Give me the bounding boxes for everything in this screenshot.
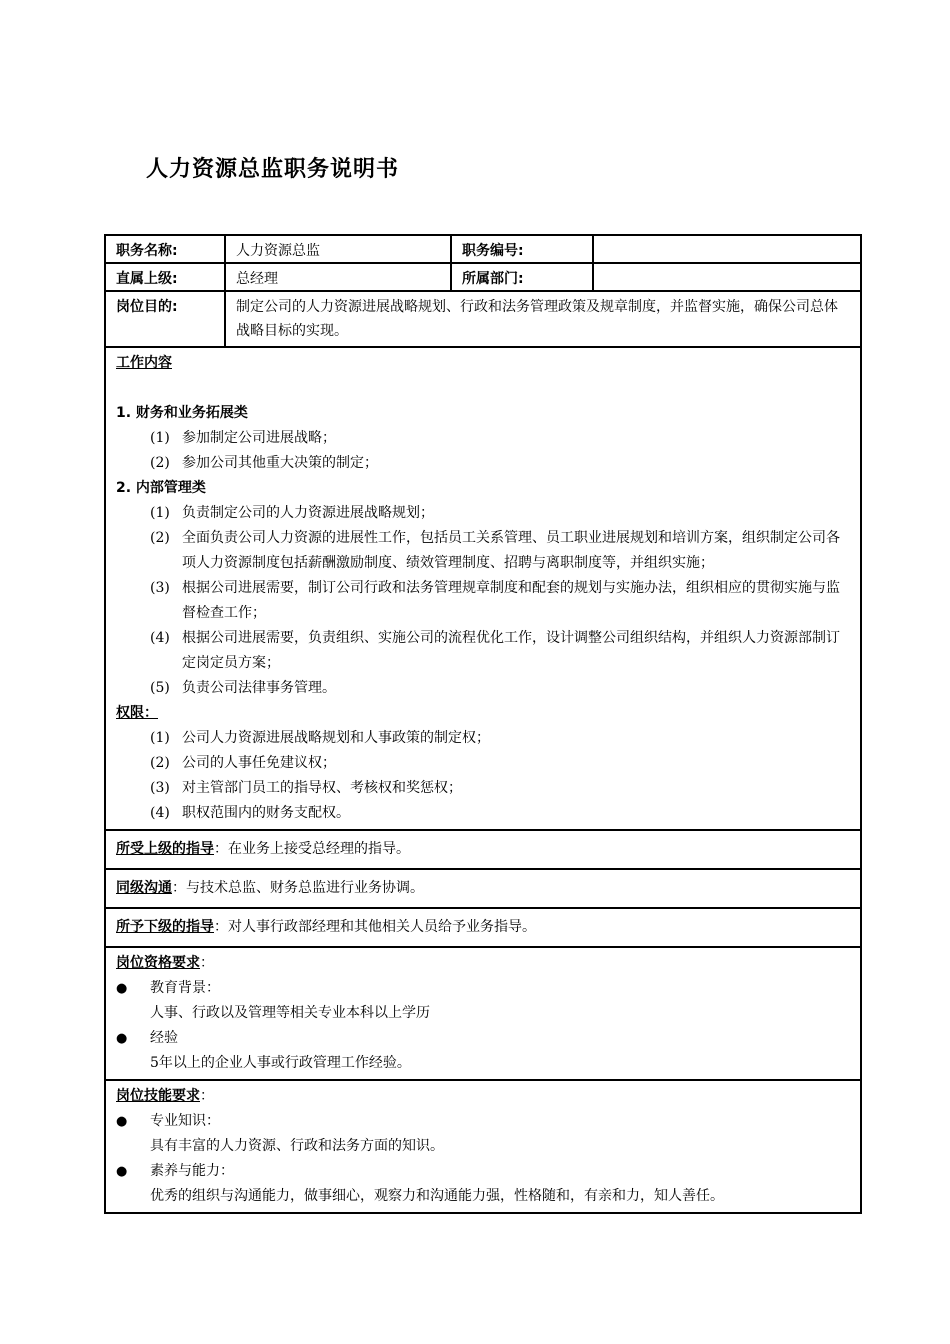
row-qualification xyxy=(106,948,860,1081)
item-number: (5) xyxy=(150,680,170,696)
ability-label: 素养与能力： xyxy=(150,1163,234,1179)
job-description-table xyxy=(104,234,862,1214)
item-text: 全面负责公司人力资源的进展性工作，包括员工关系管理、员工职业进展规划和培训方案，组织制定公司各项人力资源制度包括薪酬激励制度、绩效管理制度、招聘与离职制度等，并组织实施； xyxy=(182,530,840,571)
ability-text: 优秀的组织与沟通能力，做事细心，观察力和沟通能力强，性格随和，有亲和力，知人善任。 xyxy=(150,1188,724,1204)
superior-guidance xyxy=(106,831,860,868)
internal-items xyxy=(116,501,850,701)
list-item xyxy=(116,526,850,576)
item-text: 对主管部门员工的指导权、考核权和奖惩权； xyxy=(182,780,462,796)
qualification-section xyxy=(106,948,860,1079)
row-subordinate-guidance xyxy=(106,909,860,948)
job-name-value: 人力资源总监 xyxy=(226,236,452,262)
page-title: 人力资源总监职务说明书 xyxy=(146,157,400,182)
item-number: (3) xyxy=(150,580,170,596)
superior-value: 总经理 xyxy=(226,264,452,290)
item-number: (1) xyxy=(150,730,170,746)
row-skills xyxy=(106,1081,860,1212)
peer-communication-label: 同级沟通 xyxy=(116,880,172,896)
row-peer-communication xyxy=(106,870,860,909)
list-item xyxy=(116,576,850,626)
bullet-icon: ● xyxy=(116,1164,128,1179)
job-code-label: 职务编号: xyxy=(452,236,594,262)
subordinate-guidance xyxy=(106,909,860,946)
list-item xyxy=(116,676,850,701)
education-label: 教育背景： xyxy=(150,980,220,996)
knowledge-label: 专业知识： xyxy=(150,1113,220,1129)
authority-items xyxy=(116,726,850,826)
row-work-content xyxy=(106,348,860,831)
list-item xyxy=(116,726,850,751)
purpose-label: 岗位目的: xyxy=(106,292,226,346)
finance-items xyxy=(116,426,850,476)
spacer xyxy=(116,376,850,401)
item-number: (4) xyxy=(150,805,170,821)
experience-label: 经验 xyxy=(150,1030,178,1046)
item-number: (4) xyxy=(150,630,170,646)
item-number: (1) xyxy=(150,505,170,521)
knowledge-bullet xyxy=(116,1109,850,1134)
item-text: 根据公司进展需要，制订公司行政和法务管理规章制度和配套的规划与实施办法，组织相应的贯彻实施与监督检查工作； xyxy=(182,580,840,621)
education-bullet xyxy=(116,976,850,1001)
superior-label: 直属上级: xyxy=(106,264,226,290)
item-text: 参加公司其他重大决策的制定； xyxy=(182,455,378,471)
row-purpose xyxy=(106,292,860,348)
authority-heading: 权限： xyxy=(116,705,158,721)
list-item xyxy=(116,451,850,476)
skills-colon: ： xyxy=(200,1088,214,1104)
item-text: 职权范围内的财务支配权。 xyxy=(182,805,350,821)
experience-bullet xyxy=(116,1026,850,1051)
row-superior-guidance xyxy=(106,831,860,870)
subordinate-guidance-label: 所予下级的指导 xyxy=(116,919,214,935)
list-item xyxy=(116,426,850,451)
qualification-colon: ： xyxy=(200,955,214,971)
peer-communication-text: ：与技术总监、财务总监进行业务协调。 xyxy=(172,880,424,896)
job-code-value xyxy=(594,236,860,262)
item-number: (2) xyxy=(150,455,170,471)
row-superior xyxy=(106,264,860,292)
list-item xyxy=(116,751,850,776)
bullet-icon: ● xyxy=(116,981,128,996)
section-finance: 1. 财务和业务拓展类 xyxy=(116,405,248,421)
work-content-section xyxy=(106,348,860,829)
item-text: 公司的人事任免建议权； xyxy=(182,755,336,771)
job-name-label: 职务名称: xyxy=(106,236,226,262)
superior-guidance-text: ：在业务上接受总经理的指导。 xyxy=(214,841,410,857)
ability-bullet xyxy=(116,1159,850,1184)
dept-label: 所属部门: xyxy=(452,264,594,290)
list-item xyxy=(116,776,850,801)
item-number: (2) xyxy=(150,530,170,546)
knowledge-text: 具有丰富的人力资源、行政和法务方面的知识。 xyxy=(150,1138,444,1154)
item-number: (3) xyxy=(150,780,170,796)
purpose-value: 制定公司的人力资源进展战略规划、行政和法务管理政策及规章制度，并监督实施，确保公司总体战略目标的实现。 xyxy=(236,299,838,339)
subordinate-guidance-text: ：对人事行政部经理和其他相关人员给予业务指导。 xyxy=(214,919,536,935)
experience-text: 5年以上的企业人事或行政管理工作经验。 xyxy=(150,1055,411,1071)
row-job-name xyxy=(106,236,860,264)
bullet-icon: ● xyxy=(116,1031,128,1046)
qualification-heading: 岗位资格要求 xyxy=(116,955,200,971)
list-item xyxy=(116,801,850,826)
list-item xyxy=(116,626,850,676)
list-item xyxy=(116,501,850,526)
superior-guidance-label: 所受上级的指导 xyxy=(116,841,214,857)
dept-value xyxy=(594,264,860,290)
item-number: (2) xyxy=(150,755,170,771)
skills-section xyxy=(106,1081,860,1212)
section-internal: 2. 内部管理类 xyxy=(116,480,206,496)
bullet-icon: ● xyxy=(116,1114,128,1129)
item-text: 负责制定公司的人力资源进展战略规划； xyxy=(182,505,434,521)
skills-heading: 岗位技能要求 xyxy=(116,1088,200,1104)
peer-communication xyxy=(106,870,860,907)
item-text: 参加制定公司进展战略； xyxy=(182,430,336,446)
work-content-heading: 工作内容 xyxy=(116,355,172,371)
item-text: 负责公司法律事务管理。 xyxy=(182,680,336,696)
item-text: 公司人力资源进展战略规划和人事政策的制定权； xyxy=(182,730,490,746)
item-number: (1) xyxy=(150,430,170,446)
education-text: 人事、行政以及管理等相关专业本科以上学历 xyxy=(150,1005,430,1021)
item-text: 根据公司进展需要，负责组织、实施公司的流程优化工作，设计调整公司组织结构，并组织人力资源部制订定岗定员方案； xyxy=(182,630,840,671)
